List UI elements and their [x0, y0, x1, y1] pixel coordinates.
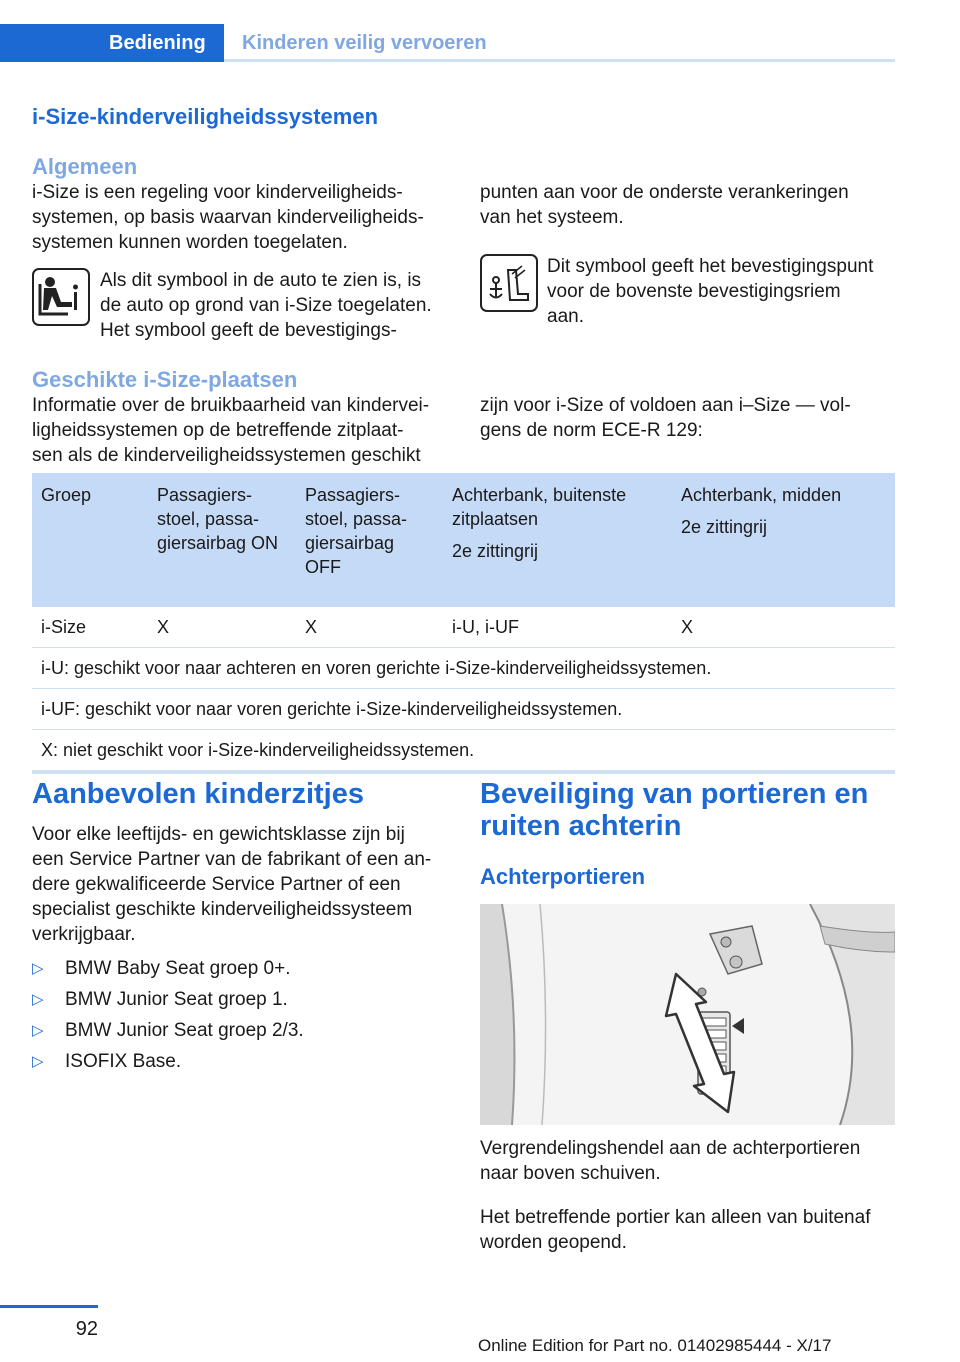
- list-item: ▷ BMW Junior Seat groep 2/3.: [32, 1020, 304, 1041]
- table-header-row: [32, 473, 895, 607]
- list-item: ▷ ISOFIX Base.: [32, 1051, 182, 1072]
- section-tab[interactable]: Bediening: [0, 24, 224, 62]
- table-row: [32, 607, 895, 648]
- triangle-bullet-icon: ▷: [32, 1053, 44, 1070]
- page-number: 92: [75, 1318, 98, 1340]
- list-item: ▷ BMW Junior Seat groep 1.: [32, 989, 288, 1010]
- page-header: [0, 24, 895, 62]
- rear-doors-heading: Achterportieren: [480, 864, 646, 889]
- general-heading: Algemeen: [32, 154, 138, 179]
- table-cell: X: [148, 607, 296, 648]
- table-note-row: [32, 689, 895, 730]
- table-header: Passagiers- stoel, passa- giersairbag OFF: [296, 473, 443, 607]
- table-note: X: niet geschikt voor i-Size-kinderveiligheidssystemen.: [32, 730, 895, 773]
- table-cell: X: [296, 607, 443, 648]
- rear-doors-text: Het betreffende portier kan alleen van buitenaf worden geopend.: [480, 1207, 871, 1253]
- table-cell: i-U, i-UF: [443, 607, 672, 648]
- isofix-lower-anchor-icon: [32, 268, 90, 326]
- symbol2-text: Dit symbool geeft het bevestigingspunt voor de bovenste bevestigingsriem aan.: [547, 256, 874, 327]
- table-header: Passagiers- stoel, passa- giersairbag ON: [148, 473, 296, 607]
- list-item: ▷ BMW Baby Seat groep 0+.: [32, 958, 291, 979]
- table-header: Achterbank, buitenste zitplaatsen 2e zittingrij: [443, 473, 672, 607]
- table-note: i-U: geschikt voor naar achteren en voren gerichte i-Size-kinderveiligheidssystemen.: [32, 648, 895, 689]
- isize-seat-table: [32, 473, 895, 774]
- triangle-bullet-icon: ▷: [32, 991, 44, 1008]
- rear-door-lock-photo: [480, 904, 895, 1125]
- table-header: Achterbank, midden 2e zittingrij: [672, 473, 895, 607]
- triangle-bullet-icon: ▷: [32, 1022, 44, 1039]
- safety-title: Beveiliging van portieren en ruiten achterin: [480, 778, 869, 842]
- table-note-row: [32, 730, 895, 773]
- general-text-col2: punten aan voor de onderste verankeringen van het systeem.: [480, 182, 849, 228]
- places-heading: Geschikte i-Size-plaatsen: [32, 367, 298, 392]
- isize-title: i-Size-kinderveiligheidssystemen: [32, 104, 379, 129]
- table-cell: X: [672, 607, 895, 648]
- table-note-row: [32, 648, 895, 689]
- places-text-col2: zijn voor i-Size of voldoen aan i–Size — vol- gens de norm ECE-R 129:: [480, 395, 851, 441]
- symbol1-text: Als dit symbool in de auto te zien is, is de auto op grond van i-Size toegelaten. Het symbool geeft de bevestigings-: [100, 270, 432, 341]
- table-header: Groep: [32, 473, 148, 607]
- chapter-tab[interactable]: Kinderen veilig vervoeren: [242, 32, 487, 54]
- places-text-col1: Informatie over de bruikbaarheid van kindervei- ligheidssystemen op de betreffende zitplaat- sen als de kinderveiligheidssystemen geschikt: [32, 395, 430, 466]
- table-cell: i-Size: [32, 607, 148, 648]
- edition-text: Online Edition for Part no. 01402985444 - X/17: [478, 1336, 832, 1355]
- general-text-col1: i-Size is een regeling voor kinderveiligheids- systemen, op basis waarvan kinderveiligheids- systemen kunnen worden toegelaten.: [32, 182, 424, 253]
- top-tether-anchor-icon: [480, 254, 538, 312]
- recommended-title: Aanbevolen kinderzitjes: [32, 778, 364, 810]
- footer-rule: [0, 1305, 98, 1308]
- recommended-text: Voor elke leeftijds- en gewichtsklasse zijn bij een Service Partner van de fabrikant of een an- dere gekwalificeerde Service Partner of een specialist geschikte kinderveiligheidssysteem verkrijgbaar.: [32, 824, 432, 945]
- triangle-bullet-icon: ▷: [32, 960, 44, 977]
- table-note: i-UF: geschikt voor naar voren gerichte i-Size-kinderveiligheidssystemen.: [32, 689, 895, 730]
- recommended-list: [32, 956, 462, 1080]
- rear-doors-caption: Vergrendelingshendel aan de achterportieren naar boven schuiven.: [480, 1138, 861, 1184]
